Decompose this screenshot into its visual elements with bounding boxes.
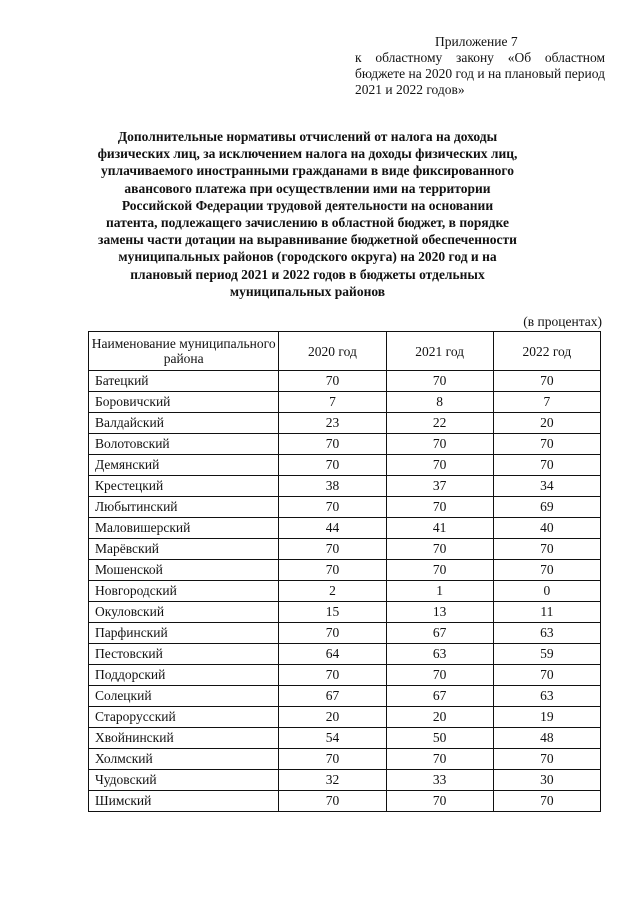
value-cell-2022: 70 bbox=[493, 455, 600, 476]
district-name-cell: Маловишерский bbox=[89, 518, 279, 539]
value-cell-2021: 70 bbox=[386, 665, 493, 686]
value-cell-2022: 70 bbox=[493, 434, 600, 455]
district-name-cell: Валдайский bbox=[89, 413, 279, 434]
value-cell-2022: 30 bbox=[493, 770, 600, 791]
table-row bbox=[89, 497, 601, 518]
value-cell-2020: 70 bbox=[279, 371, 386, 392]
district-name-cell: Батецкий bbox=[89, 371, 279, 392]
table-row bbox=[89, 392, 601, 413]
table-body bbox=[89, 371, 601, 812]
value-cell-2021: 50 bbox=[386, 728, 493, 749]
value-cell-2021: 41 bbox=[386, 518, 493, 539]
table-row bbox=[89, 371, 601, 392]
norms-table bbox=[88, 331, 601, 812]
value-cell-2021: 22 bbox=[386, 413, 493, 434]
document-heading: Дополнительные нормативы отчислений от налога на доходы физических лиц, за исключением налога на доходы физических лиц, уплачиваемого иностранными гражданами в виде фиксированного авансового платежа при осуществлении ими на территории Российской Федерации трудовой деятельности на основании патента, подлежащего зачислению в областной бюджет, в порядке замены части дотации на выравнивание бюджетной обеспеченности муниципальных районов (городского округа) на 2020 год и на плановый период 2021 и 2022 годов в бюджеты отдельных муниципальных районов bbox=[97, 129, 518, 299]
district-name-cell: Окуловский bbox=[89, 602, 279, 623]
table-row bbox=[89, 455, 601, 476]
appendix-text: к областному закону «Об областном бюджете на 2020 год и на плановый период 2021 и 2022 годов» bbox=[355, 50, 605, 97]
district-name-cell: Волотовский bbox=[89, 434, 279, 455]
table-row bbox=[89, 434, 601, 455]
table-row bbox=[89, 644, 601, 665]
value-cell-2021: 67 bbox=[386, 686, 493, 707]
value-cell-2020: 38 bbox=[279, 476, 386, 497]
value-cell-2020: 54 bbox=[279, 728, 386, 749]
value-cell-2021: 70 bbox=[386, 560, 493, 581]
value-cell-2022: 0 bbox=[493, 581, 600, 602]
value-cell-2021: 70 bbox=[386, 749, 493, 770]
value-cell-2020: 70 bbox=[279, 434, 386, 455]
table-row bbox=[89, 560, 601, 581]
district-name-cell: Хвойнинский bbox=[89, 728, 279, 749]
value-cell-2022: 59 bbox=[493, 644, 600, 665]
district-name-cell: Демянский bbox=[89, 455, 279, 476]
district-name-cell: Пестовский bbox=[89, 644, 279, 665]
value-cell-2020: 70 bbox=[279, 665, 386, 686]
table-row bbox=[89, 686, 601, 707]
value-cell-2021: 70 bbox=[386, 434, 493, 455]
table-row bbox=[89, 602, 601, 623]
value-cell-2022: 70 bbox=[493, 539, 600, 560]
value-cell-2022: 63 bbox=[493, 686, 600, 707]
district-name-cell: Холмский bbox=[89, 749, 279, 770]
table-row bbox=[89, 623, 601, 644]
value-cell-2020: 44 bbox=[279, 518, 386, 539]
value-cell-2022: 40 bbox=[493, 518, 600, 539]
value-cell-2022: 70 bbox=[493, 665, 600, 686]
value-cell-2022: 11 bbox=[493, 602, 600, 623]
district-name-cell: Поддорский bbox=[89, 665, 279, 686]
value-cell-2020: 70 bbox=[279, 539, 386, 560]
table-row bbox=[89, 665, 601, 686]
value-cell-2021: 70 bbox=[386, 497, 493, 518]
value-cell-2022: 20 bbox=[493, 413, 600, 434]
value-cell-2021: 70 bbox=[386, 371, 493, 392]
table-header-row bbox=[89, 332, 601, 371]
value-cell-2022: 70 bbox=[493, 749, 600, 770]
appendix-block bbox=[355, 34, 605, 98]
value-cell-2022: 69 bbox=[493, 497, 600, 518]
header-district: Наименование муниципального района bbox=[89, 332, 279, 371]
value-cell-2020: 70 bbox=[279, 497, 386, 518]
value-cell-2022: 63 bbox=[493, 623, 600, 644]
table-row bbox=[89, 749, 601, 770]
table-row bbox=[89, 518, 601, 539]
value-cell-2020: 2 bbox=[279, 581, 386, 602]
district-name-cell: Чудовский bbox=[89, 770, 279, 791]
district-name-cell: Шимский bbox=[89, 791, 279, 812]
appendix-title: Приложение 7 bbox=[435, 34, 518, 49]
district-name-cell: Марёвский bbox=[89, 539, 279, 560]
district-name-cell: Мошенской bbox=[89, 560, 279, 581]
value-cell-2021: 67 bbox=[386, 623, 493, 644]
value-cell-2020: 70 bbox=[279, 455, 386, 476]
value-cell-2020: 67 bbox=[279, 686, 386, 707]
table-row bbox=[89, 539, 601, 560]
value-cell-2021: 37 bbox=[386, 476, 493, 497]
value-cell-2021: 20 bbox=[386, 707, 493, 728]
header-2021: 2021 год bbox=[386, 332, 493, 371]
value-cell-2021: 33 bbox=[386, 770, 493, 791]
value-cell-2021: 70 bbox=[386, 455, 493, 476]
header-2020: 2020 год bbox=[279, 332, 386, 371]
value-cell-2021: 13 bbox=[386, 602, 493, 623]
value-cell-2021: 1 bbox=[386, 581, 493, 602]
value-cell-2021: 70 bbox=[386, 791, 493, 812]
value-cell-2022: 7 bbox=[493, 392, 600, 413]
value-cell-2022: 70 bbox=[493, 371, 600, 392]
district-name-cell: Солецкий bbox=[89, 686, 279, 707]
district-name-cell: Старорусский bbox=[89, 707, 279, 728]
district-name-cell: Любытинский bbox=[89, 497, 279, 518]
table-row bbox=[89, 707, 601, 728]
value-cell-2020: 70 bbox=[279, 560, 386, 581]
district-name-cell: Боровичский bbox=[89, 392, 279, 413]
units-note: (в процентах) bbox=[523, 314, 602, 329]
district-name-cell: Крестецкий bbox=[89, 476, 279, 497]
value-cell-2020: 15 bbox=[279, 602, 386, 623]
value-cell-2022: 70 bbox=[493, 791, 600, 812]
value-cell-2020: 70 bbox=[279, 623, 386, 644]
value-cell-2020: 64 bbox=[279, 644, 386, 665]
value-cell-2020: 20 bbox=[279, 707, 386, 728]
value-cell-2020: 32 bbox=[279, 770, 386, 791]
value-cell-2020: 70 bbox=[279, 791, 386, 812]
value-cell-2021: 63 bbox=[386, 644, 493, 665]
table-row bbox=[89, 770, 601, 791]
table-row bbox=[89, 791, 601, 812]
header-2022: 2022 год bbox=[493, 332, 600, 371]
table-row bbox=[89, 413, 601, 434]
value-cell-2022: 19 bbox=[493, 707, 600, 728]
district-name-cell: Новгородский bbox=[89, 581, 279, 602]
value-cell-2020: 23 bbox=[279, 413, 386, 434]
value-cell-2020: 7 bbox=[279, 392, 386, 413]
table-row bbox=[89, 476, 601, 497]
value-cell-2021: 70 bbox=[386, 539, 493, 560]
value-cell-2022: 48 bbox=[493, 728, 600, 749]
value-cell-2020: 70 bbox=[279, 749, 386, 770]
value-cell-2021: 8 bbox=[386, 392, 493, 413]
district-name-cell: Парфинский bbox=[89, 623, 279, 644]
table-row bbox=[89, 581, 601, 602]
table-row bbox=[89, 728, 601, 749]
value-cell-2022: 34 bbox=[493, 476, 600, 497]
value-cell-2022: 70 bbox=[493, 560, 600, 581]
